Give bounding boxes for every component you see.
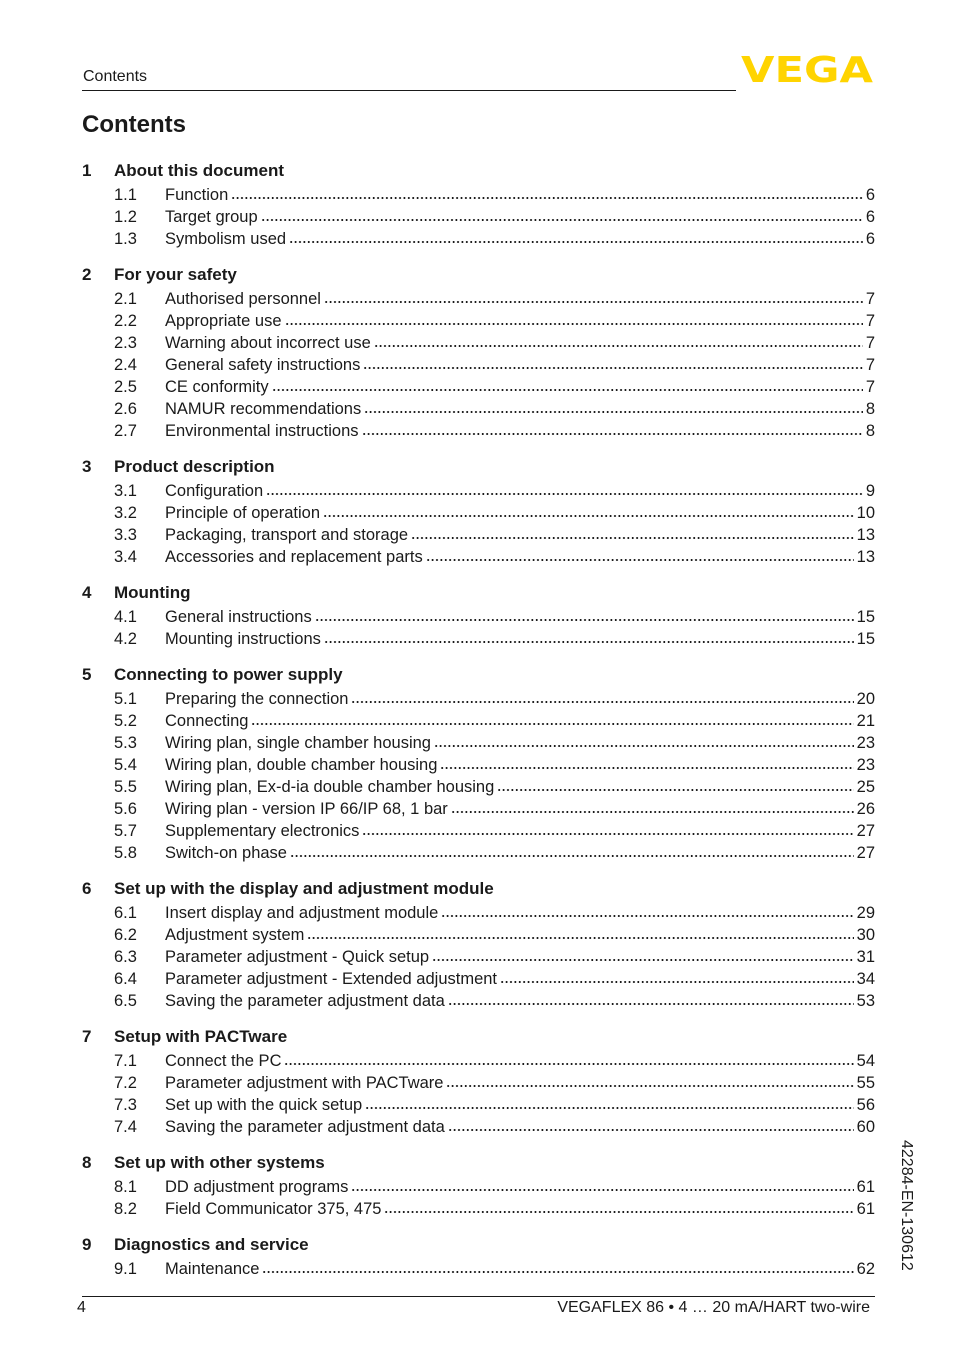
entry-number: 6.4 — [114, 970, 137, 988]
section-number: 5 — [82, 665, 92, 684]
toc-section — [82, 580, 875, 650]
entry-number: 5.8 — [114, 844, 137, 862]
header-rule — [82, 90, 736, 91]
entry-number: 5.5 — [114, 778, 137, 796]
dot-leader — [497, 787, 853, 793]
toc-section — [82, 1150, 875, 1220]
toc-section — [82, 262, 875, 442]
entry-page: 7 — [865, 378, 875, 396]
entry-number: 5.4 — [114, 756, 137, 774]
entry-number: 2.2 — [114, 312, 137, 330]
dot-leader — [284, 1061, 853, 1067]
entry-title: Accessories and replacement parts — [165, 548, 423, 566]
toc-section-heading[interactable] — [82, 1024, 875, 1050]
entry-page: 31 — [856, 948, 875, 966]
dot-leader — [411, 535, 854, 541]
toc-entry[interactable] — [82, 924, 875, 946]
entry-title: Wiring plan, Ex-d-ia double chamber housing — [165, 778, 495, 796]
entry-page: 61 — [856, 1178, 875, 1196]
toc-section — [82, 876, 875, 1012]
entry-page: 15 — [856, 608, 875, 626]
entry-number: 2.7 — [114, 422, 137, 440]
toc-entry[interactable] — [82, 710, 875, 732]
section-number: 2 — [82, 265, 92, 284]
entry-title: Saving the parameter adjustment data — [165, 1118, 445, 1136]
entry-title: Wiring plan, single chamber housing — [165, 734, 431, 752]
entry-page: 13 — [856, 526, 875, 544]
entry-page: 6 — [865, 230, 875, 248]
entry-page: 6 — [865, 186, 875, 204]
entry-number: 8.1 — [114, 1178, 137, 1196]
entry-number: 3.4 — [114, 548, 137, 566]
entry-number: 5.3 — [114, 734, 137, 752]
entry-number: 9.1 — [114, 1260, 137, 1278]
toc-entry[interactable] — [82, 184, 875, 206]
dot-leader — [351, 1187, 853, 1193]
entry-number: 1.3 — [114, 230, 137, 248]
entry-number: 2.3 — [114, 334, 137, 352]
section-number: 4 — [82, 583, 92, 602]
dot-leader — [432, 957, 854, 963]
entry-title: Supplementary electronics — [165, 822, 360, 840]
entry-number: 2.4 — [114, 356, 137, 374]
entry-title: Target group — [165, 208, 258, 226]
entry-title: Configuration — [165, 482, 264, 500]
toc-entry[interactable] — [82, 776, 875, 798]
toc-entry[interactable] — [82, 1094, 875, 1116]
toc-section-heading[interactable] — [82, 262, 875, 288]
entry-page: 56 — [856, 1096, 875, 1114]
toc-section-heading[interactable] — [82, 580, 875, 606]
dot-leader — [231, 195, 863, 201]
entry-title: Appropriate use — [165, 312, 282, 330]
entry-page: 27 — [856, 844, 875, 862]
section-number: 3 — [82, 457, 92, 476]
entry-title: Preparing the connection — [165, 690, 349, 708]
entry-title: Parameter adjustment with PACTware — [165, 1074, 444, 1092]
toc-entry[interactable] — [82, 310, 875, 332]
entry-title: CE conformity — [165, 378, 269, 396]
entry-title: Wiring plan, double chamber housing — [165, 756, 438, 774]
entry-page: 7 — [865, 290, 875, 308]
toc-section — [82, 1024, 875, 1138]
toc-entry[interactable] — [82, 968, 875, 990]
entry-title: Warning about incorrect use — [165, 334, 371, 352]
dot-leader — [323, 513, 854, 519]
toc-section — [82, 158, 875, 250]
entry-title: General instructions — [165, 608, 312, 626]
section-title: Connecting to power supply — [114, 665, 343, 684]
dot-leader — [500, 979, 854, 985]
dot-leader — [365, 1105, 853, 1111]
entry-page: 27 — [856, 822, 875, 840]
toc-entry[interactable] — [82, 628, 875, 650]
entry-title: Authorised personnel — [165, 290, 321, 308]
entry-page: 54 — [856, 1052, 875, 1070]
entry-page: 9 — [865, 482, 875, 500]
entry-title: Adjustment system — [165, 926, 305, 944]
toc-entry[interactable] — [82, 1050, 875, 1072]
toc-entry[interactable] — [82, 842, 875, 864]
toc-section-heading[interactable] — [82, 1150, 875, 1176]
section-number: 7 — [82, 1027, 92, 1046]
entry-number: 2.1 — [114, 290, 137, 308]
toc-section-heading[interactable] — [82, 662, 875, 688]
toc-entry[interactable] — [82, 990, 875, 1012]
toc-entry[interactable] — [82, 228, 875, 250]
entry-page: 20 — [856, 690, 875, 708]
toc-entry[interactable] — [82, 376, 875, 398]
footer-rule — [82, 1296, 875, 1297]
entry-page: 34 — [856, 970, 875, 988]
table-of-contents — [82, 158, 875, 1292]
entry-number: 5.6 — [114, 800, 137, 818]
toc-entry[interactable] — [82, 1116, 875, 1138]
entry-number: 4.2 — [114, 630, 137, 648]
entry-number: 5.2 — [114, 712, 137, 730]
toc-entry[interactable] — [82, 1258, 875, 1280]
toc-entry[interactable] — [82, 902, 875, 924]
header-label: Contents — [83, 68, 148, 85]
entry-page: 61 — [856, 1200, 875, 1218]
dot-leader — [446, 1083, 853, 1089]
entry-page: 7 — [865, 334, 875, 352]
entry-number: 1.1 — [114, 186, 137, 204]
entry-number: 8.2 — [114, 1200, 137, 1218]
dot-leader — [289, 239, 863, 245]
entry-page: 8 — [865, 400, 875, 418]
entry-number: 2.6 — [114, 400, 137, 418]
entry-number: 7.3 — [114, 1096, 137, 1114]
toc-entry[interactable] — [82, 420, 875, 442]
toc-entry[interactable] — [82, 502, 875, 524]
entry-page: 21 — [856, 712, 875, 730]
entry-number: 2.5 — [114, 378, 137, 396]
entry-number: 5.7 — [114, 822, 137, 840]
toc-entry[interactable] — [82, 946, 875, 968]
toc-entry[interactable] — [82, 354, 875, 376]
entry-page: 23 — [856, 734, 875, 752]
entry-page: 60 — [856, 1118, 875, 1136]
toc-entry[interactable] — [82, 732, 875, 754]
section-title: For your safety — [114, 265, 237, 284]
entry-page: 62 — [856, 1260, 875, 1278]
entry-number: 3.3 — [114, 526, 137, 544]
entry-title: Principle of operation — [165, 504, 321, 522]
entry-number: 1.2 — [114, 208, 137, 226]
dot-leader — [251, 721, 853, 727]
toc-entry[interactable] — [82, 288, 875, 310]
entry-page: 7 — [865, 312, 875, 330]
section-title: Mounting — [114, 583, 191, 602]
entry-title: Mounting instructions — [165, 630, 321, 648]
dot-leader — [448, 1001, 854, 1007]
footer-product-name: VEGAFLEX 86 • 4 … 20 mA/HART two-wire — [557, 1299, 870, 1316]
toc-section-heading[interactable] — [82, 1232, 875, 1258]
entry-page: 53 — [856, 992, 875, 1010]
toc-entry[interactable] — [82, 798, 875, 820]
entry-title: Maintenance — [165, 1260, 260, 1278]
toc-entry[interactable] — [82, 1072, 875, 1094]
dot-leader — [441, 913, 853, 919]
toc-entry[interactable] — [82, 332, 875, 354]
entry-title: Field Communicator 375, 475 — [165, 1200, 382, 1218]
entry-number: 4.1 — [114, 608, 137, 626]
dot-leader — [290, 853, 854, 859]
entry-number: 3.2 — [114, 504, 137, 522]
entry-number: 6.1 — [114, 904, 137, 922]
section-title: Set up with the display and adjustment module — [114, 879, 494, 898]
entry-number: 5.1 — [114, 690, 137, 708]
section-title: Product description — [114, 457, 275, 476]
entry-number: 3.1 — [114, 482, 137, 500]
section-title: About this document — [114, 161, 284, 180]
vega-logo-text: VEGA — [741, 52, 873, 84]
toc-entry[interactable] — [82, 1176, 875, 1198]
entry-page: 23 — [856, 756, 875, 774]
entry-number: 6.3 — [114, 948, 137, 966]
toc-entry[interactable] — [82, 546, 875, 568]
section-title: Diagnostics and service — [114, 1235, 309, 1254]
entry-title: General safety instructions — [165, 356, 361, 374]
dot-leader — [315, 617, 854, 623]
dot-leader — [285, 321, 863, 327]
entry-title: Wiring plan - version IP 66/IP 68, 1 bar — [165, 800, 448, 818]
entry-title: Environmental instructions — [165, 422, 359, 440]
toc-entry[interactable] — [82, 688, 875, 710]
entry-title: NAMUR recommendations — [165, 400, 362, 418]
entry-title: Connect the PC — [165, 1052, 282, 1070]
dot-leader — [266, 491, 863, 497]
dot-leader — [351, 699, 853, 705]
entry-title: Saving the parameter adjustment data — [165, 992, 445, 1010]
entry-page: 30 — [856, 926, 875, 944]
section-number: 9 — [82, 1235, 92, 1254]
section-number: 8 — [82, 1153, 92, 1172]
toc-section — [82, 1232, 875, 1280]
dot-leader — [440, 765, 853, 771]
toc-entry[interactable] — [82, 524, 875, 546]
dot-leader — [307, 935, 853, 941]
entry-page: 7 — [865, 356, 875, 374]
dot-leader — [362, 831, 853, 837]
entry-page: 15 — [856, 630, 875, 648]
entry-title: Set up with the quick setup — [165, 1096, 363, 1114]
entry-number: 7.4 — [114, 1118, 137, 1136]
dot-leader — [261, 217, 863, 223]
vega-logo — [741, 52, 873, 84]
dot-leader — [374, 343, 863, 349]
toc-section — [82, 454, 875, 568]
toc-section-heading[interactable] — [82, 876, 875, 902]
section-number: 1 — [82, 161, 92, 180]
entry-number: 6.5 — [114, 992, 137, 1010]
entry-page: 10 — [856, 504, 875, 522]
toc-entry[interactable] — [82, 1198, 875, 1220]
section-number: 6 — [82, 879, 92, 898]
entry-title: Packaging, transport and storage — [165, 526, 409, 544]
toc-entry[interactable] — [82, 606, 875, 628]
entry-number: 7.2 — [114, 1074, 137, 1092]
page-title: Contents — [82, 111, 186, 138]
dot-leader — [451, 809, 854, 815]
dot-leader — [426, 557, 854, 563]
toc-section-heading[interactable] — [82, 454, 875, 480]
entry-page: 13 — [856, 548, 875, 566]
entry-page: 8 — [865, 422, 875, 440]
entry-title: Connecting — [165, 712, 249, 730]
entry-number: 6.2 — [114, 926, 137, 944]
toc-entry[interactable] — [82, 398, 875, 420]
toc-entry[interactable] — [82, 206, 875, 228]
footer-page-number: 4 — [77, 1299, 86, 1316]
entry-title: Switch-on phase — [165, 844, 287, 862]
entry-page: 55 — [856, 1074, 875, 1092]
document-id: 42284-EN-130612 — [898, 1140, 915, 1271]
toc-section-heading[interactable] — [82, 158, 875, 184]
entry-page: 6 — [865, 208, 875, 226]
entry-title: Parameter adjustment - Quick setup — [165, 948, 430, 966]
section-title: Set up with other systems — [114, 1153, 325, 1172]
dot-leader — [324, 299, 863, 305]
toc-entry[interactable] — [82, 754, 875, 776]
dot-leader — [272, 387, 863, 393]
entry-page: 26 — [856, 800, 875, 818]
dot-leader — [364, 409, 863, 415]
entry-title: Parameter adjustment - Extended adjustment — [165, 970, 498, 988]
dot-leader — [448, 1127, 854, 1133]
dot-leader — [384, 1209, 853, 1215]
section-title: Setup with PACTware — [114, 1027, 288, 1046]
dot-leader — [434, 743, 854, 749]
toc-entry[interactable] — [82, 480, 875, 502]
dot-leader — [362, 431, 863, 437]
entry-title: Symbolism used — [165, 230, 287, 248]
entry-title: Function — [165, 186, 229, 204]
entry-page: 29 — [856, 904, 875, 922]
entry-page: 25 — [856, 778, 875, 796]
entry-title: Insert display and adjustment module — [165, 904, 439, 922]
entry-title: DD adjustment programs — [165, 1178, 349, 1196]
dot-leader — [262, 1269, 853, 1275]
toc-entry[interactable] — [82, 820, 875, 842]
dot-leader — [363, 365, 862, 371]
toc-section — [82, 662, 875, 864]
entry-number: 7.1 — [114, 1052, 137, 1070]
dot-leader — [324, 639, 854, 645]
